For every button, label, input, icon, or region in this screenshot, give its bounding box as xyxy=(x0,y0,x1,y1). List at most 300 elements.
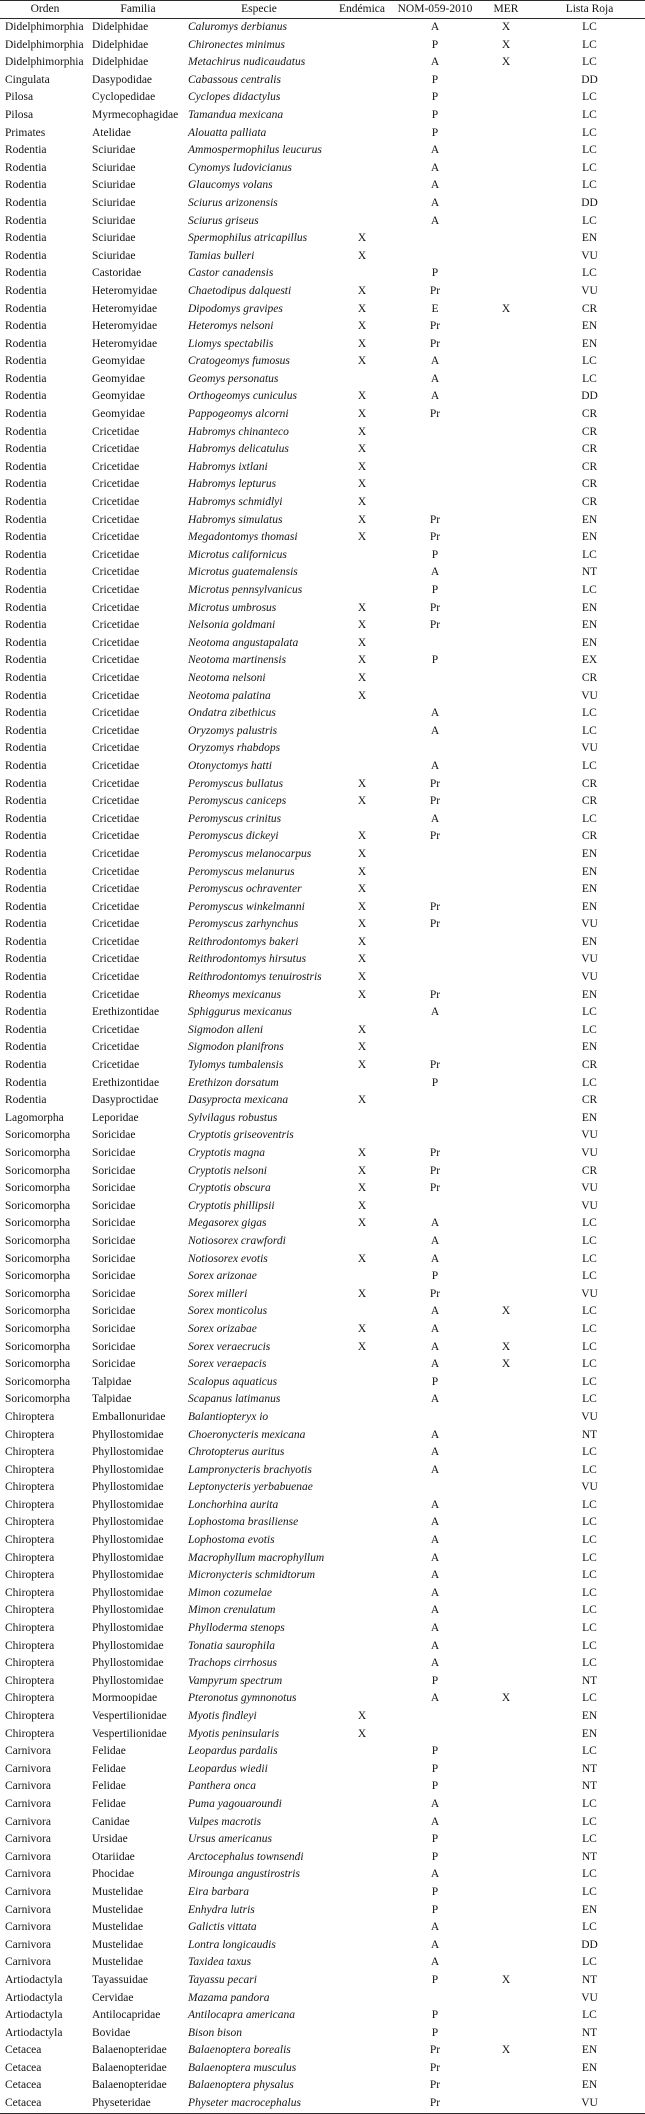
familia-cell: Heteromyidae xyxy=(92,337,158,350)
mer-cell xyxy=(478,1321,534,1339)
nom-059-2010-cell: A xyxy=(430,1428,440,1441)
orden-cell: Didelphimorphia xyxy=(5,56,84,69)
familia-cell: Cricetidae xyxy=(92,759,140,772)
mer-cell xyxy=(478,459,534,477)
orden-cell: Rodentia xyxy=(5,566,47,579)
endemica-cell xyxy=(332,1972,392,1990)
lista-roja-cell: LC xyxy=(582,355,597,368)
nom-059-2010-cell xyxy=(392,670,478,688)
orden-cell: Chiroptera xyxy=(5,1639,55,1652)
especie-cell: Megasorex gigas xyxy=(188,1217,267,1230)
lista-roja-cell: VU xyxy=(581,918,598,931)
nom-059-2010-cell: Pr xyxy=(429,1164,441,1177)
familia-cell: Talpidae xyxy=(92,1375,132,1388)
especie-cell: Cryptotis griseoventris xyxy=(188,1129,294,1142)
endemica-cell xyxy=(332,142,392,160)
endemica-cell xyxy=(332,54,392,72)
table-row xyxy=(0,529,645,547)
table-row xyxy=(0,213,645,231)
mer-cell xyxy=(478,1638,534,1656)
lista-roja-cell: NT xyxy=(581,2026,598,2039)
orden-cell: Rodentia xyxy=(5,1006,47,1019)
especie-cell: Trachops cirrhosus xyxy=(188,1657,277,1670)
endemica-cell: X xyxy=(357,654,367,667)
endemica-cell xyxy=(332,1655,392,1673)
endemica-cell: X xyxy=(357,900,367,913)
table-row xyxy=(0,1215,645,1233)
mer-cell xyxy=(478,1057,534,1075)
nom-059-2010-cell: Pr xyxy=(429,1287,441,1300)
endemica-cell: X xyxy=(357,830,367,843)
orden-cell: Rodentia xyxy=(5,408,47,421)
orden-cell: Rodentia xyxy=(5,161,47,174)
especie-cell: Dipodomys gravipes xyxy=(188,302,283,315)
endemica-cell xyxy=(332,125,392,143)
orden-cell: Cetacea xyxy=(5,2061,42,2074)
nom-059-2010-cell: P xyxy=(431,584,439,596)
orden-cell: Rodentia xyxy=(5,636,47,649)
especie-cell: Caluromys derbianus xyxy=(188,21,287,33)
lista-roja-cell: NT xyxy=(581,1762,598,1775)
table-row xyxy=(0,1110,645,1128)
orden-cell: Soricomorpha xyxy=(5,1129,71,1142)
endemica-cell: X xyxy=(357,531,367,544)
lista-roja-cell: CR xyxy=(581,408,598,421)
mer-cell xyxy=(478,1374,534,1392)
table-row xyxy=(0,195,645,213)
especie-cell: Liomys spectabilis xyxy=(188,337,274,350)
orden-cell: Rodentia xyxy=(5,196,47,209)
nom-059-2010-cell: P xyxy=(431,1885,439,1898)
especie-cell: Reithrodontomys bakeri xyxy=(188,935,299,948)
table-row xyxy=(0,142,645,160)
endemica-cell: X xyxy=(357,1041,367,1054)
orden-cell: Rodentia xyxy=(5,918,47,931)
mer-cell xyxy=(478,846,534,864)
familia-cell: Phyllostomidae xyxy=(92,1551,164,1564)
nom-059-2010-cell: A xyxy=(430,1797,440,1810)
nom-059-2010-cell: A xyxy=(430,1516,440,1529)
especie-cell: Vampyrum spectrum xyxy=(188,1674,283,1687)
orden-cell: Soricomorpha xyxy=(5,1217,71,1230)
especie-cell: Habromys simulatus xyxy=(188,513,283,526)
orden-cell: Rodentia xyxy=(5,671,47,684)
endemica-cell xyxy=(332,1919,392,1937)
familia-cell: Atelidae xyxy=(92,126,131,139)
mer-cell xyxy=(478,564,534,582)
endemica-cell xyxy=(332,177,392,195)
nom-059-2010-cell: A xyxy=(430,1340,440,1353)
endemica-cell: X xyxy=(357,1199,367,1212)
familia-cell: Geomyidae xyxy=(92,390,146,403)
especie-cell: Sigmodon planifrons xyxy=(188,1041,284,1054)
mer-cell xyxy=(478,1514,534,1532)
table-row xyxy=(0,2042,645,2060)
especie-cell: Notiosorex evotis xyxy=(188,1252,268,1265)
familia-cell: Geomyidae xyxy=(92,372,146,385)
familia-cell: Soricidae xyxy=(92,1340,136,1353)
orden-cell: Rodentia xyxy=(5,179,47,192)
especie-cell: Cabassous centralis xyxy=(188,73,281,86)
endemica-cell: X xyxy=(357,320,367,333)
endemica-cell: X xyxy=(357,601,367,614)
table-row xyxy=(0,564,645,582)
lista-roja-cell: LC xyxy=(582,1463,597,1476)
familia-cell: Dasypodidae xyxy=(92,73,153,86)
familia-cell: Cricetidae xyxy=(92,636,140,649)
orden-cell: Pilosa xyxy=(5,91,34,104)
table-row xyxy=(0,2060,645,2078)
familia-cell: Didelphidae xyxy=(92,21,149,33)
endemica-cell: X xyxy=(357,355,367,368)
mer-cell xyxy=(478,1409,534,1427)
nom-059-2010-cell: Pr xyxy=(429,918,441,931)
endemica-cell xyxy=(332,564,392,582)
familia-cell: Sciuridae xyxy=(92,161,136,174)
mer-cell xyxy=(478,1620,534,1638)
lista-roja-cell: LC xyxy=(582,144,597,157)
table-row xyxy=(0,652,645,670)
lista-roja-cell: VU xyxy=(581,1199,598,1212)
endemica-cell: X xyxy=(357,513,367,526)
nom-059-2010-cell: A xyxy=(430,759,440,772)
mer-cell xyxy=(478,2007,534,2025)
especie-cell: Lophostoma evotis xyxy=(188,1534,275,1547)
endemica-cell xyxy=(332,371,392,389)
especie-cell: Bison bison xyxy=(188,2026,242,2039)
endemica-cell xyxy=(332,1356,392,1374)
endemica-cell xyxy=(332,265,392,283)
nom-059-2010-cell: Pr xyxy=(429,830,441,843)
table-row xyxy=(0,617,645,635)
familia-cell: Cricetidae xyxy=(92,513,140,526)
lista-roja-cell: LC xyxy=(582,91,597,104)
nom-059-2010-cell: P xyxy=(431,91,439,104)
table-row xyxy=(0,1796,645,1814)
table-row xyxy=(0,371,645,389)
lista-roja-cell: NT xyxy=(581,1428,598,1441)
mer-cell xyxy=(478,652,534,670)
especie-cell: Balantiopteryx io xyxy=(188,1410,269,1423)
familia-cell: Phyllostomidae xyxy=(92,1516,164,1529)
familia-cell: Cricetidae xyxy=(92,619,140,632)
orden-cell: Rodentia xyxy=(5,883,47,896)
orden-cell: Cetacea xyxy=(5,2044,42,2057)
mer-cell: X xyxy=(501,1692,511,1705)
orden-cell: Soricomorpha xyxy=(5,1340,71,1353)
nom-059-2010-cell xyxy=(392,846,478,864)
orden-cell: Rodentia xyxy=(5,584,47,596)
nom-059-2010-cell: A xyxy=(430,1639,440,1652)
familia-cell: Soricidae xyxy=(92,1199,136,1212)
lista-roja-cell: CR xyxy=(581,443,598,456)
especie-cell: Metachirus nudicaudatus xyxy=(188,56,306,69)
table-row xyxy=(0,459,645,477)
endemica-cell: X xyxy=(357,1059,367,1072)
lista-roja-cell: LC xyxy=(582,1868,597,1881)
familia-cell: Cricetidae xyxy=(92,812,140,825)
table-row xyxy=(0,1127,645,1145)
table-row xyxy=(0,582,645,600)
nom-059-2010-cell: Pr xyxy=(429,601,441,614)
especie-cell: Tamandua mexicana xyxy=(188,108,284,121)
nom-059-2010-cell: P xyxy=(431,73,439,86)
endemica-cell xyxy=(332,37,392,55)
familia-cell: Soricidae xyxy=(92,1358,136,1371)
lista-roja-cell: DD xyxy=(581,196,598,209)
column-header-orden: Orden xyxy=(0,1,90,19)
orden-cell: Chiroptera xyxy=(5,1516,55,1529)
table-row xyxy=(0,1726,645,1744)
especie-cell: Oryzomys palustris xyxy=(188,724,278,737)
table-row xyxy=(0,1233,645,1251)
familia-cell: Mustelidae xyxy=(92,1938,144,1951)
table-row xyxy=(0,37,645,55)
lista-roja-cell: CR xyxy=(581,496,598,509)
mer-cell xyxy=(478,529,534,547)
especie-cell: Dasyprocta mexicana xyxy=(188,1094,289,1107)
mer-cell xyxy=(478,1778,534,1796)
endemica-cell xyxy=(332,1233,392,1251)
especie-cell: Erethizon dorsatum xyxy=(188,1076,279,1089)
especie-cell: Mimon crenulatum xyxy=(188,1604,276,1617)
lista-roja-cell: LC xyxy=(582,108,597,121)
especie-cell: Pteronotus gymnonotus xyxy=(188,1692,297,1705)
mer-cell xyxy=(478,1427,534,1445)
nom-059-2010-cell xyxy=(392,248,478,266)
especie-cell: Puma yagouaroundi xyxy=(188,1797,282,1810)
nom-059-2010-cell xyxy=(392,1409,478,1427)
mer-cell xyxy=(478,1145,534,1163)
lista-roja-cell: CR xyxy=(581,425,598,438)
familia-cell: Geomyidae xyxy=(92,355,146,368)
mer-cell xyxy=(478,142,534,160)
endemica-cell xyxy=(332,1268,392,1286)
mer-cell xyxy=(478,1655,534,1673)
mer-cell xyxy=(478,1567,534,1585)
table-row xyxy=(0,494,645,512)
mer-cell xyxy=(478,1990,534,2008)
table-row xyxy=(0,969,645,987)
familia-cell: Vespertilionidae xyxy=(92,1710,167,1722)
especie-cell: Peromyscus caniceps xyxy=(188,795,287,808)
table-row xyxy=(0,1391,645,1409)
mer-cell xyxy=(478,1268,534,1286)
familia-cell: Cricetidae xyxy=(92,777,140,790)
table-row xyxy=(0,1497,645,1515)
nom-059-2010-cell: A xyxy=(430,21,440,33)
especie-cell: Choeronycteris mexicana xyxy=(188,1428,306,1441)
table-row xyxy=(0,600,645,618)
orden-cell: Rodentia xyxy=(5,1041,47,1054)
especie-cell: Sylvilagus robustus xyxy=(188,1111,278,1124)
orden-cell: Carnivora xyxy=(5,1938,51,1951)
orden-cell: Soricomorpha xyxy=(5,1199,71,1212)
mer-cell xyxy=(478,1743,534,1761)
orden-cell: Artiodactyla xyxy=(5,2026,63,2039)
familia-cell: Cricetidae xyxy=(92,847,140,860)
table-row xyxy=(0,723,645,741)
lista-roja-cell: LC xyxy=(582,1692,597,1705)
especie-cell: Enhydra lutris xyxy=(188,1903,255,1916)
table-row xyxy=(0,424,645,442)
mer-cell xyxy=(478,1866,534,1884)
nom-059-2010-cell xyxy=(392,635,478,653)
mer-cell xyxy=(478,2025,534,2043)
endemica-cell: X xyxy=(357,1182,367,1195)
orden-cell: Carnivora xyxy=(5,1815,51,1828)
table-row xyxy=(0,1180,645,1198)
mer-cell xyxy=(478,1673,534,1691)
nom-059-2010-cell: A xyxy=(430,1534,440,1547)
lista-roja-cell: EN xyxy=(581,601,598,614)
nom-059-2010-cell: Pr xyxy=(429,1182,441,1195)
table-row xyxy=(0,1409,645,1427)
column-header-familia: Familia xyxy=(90,1,186,19)
nom-059-2010-cell: P xyxy=(431,1375,439,1388)
especie-cell: Chrotopterus auritus xyxy=(188,1446,285,1459)
lista-roja-cell: VU xyxy=(581,284,598,297)
orden-cell: Carnivora xyxy=(5,1921,51,1934)
lista-roja-cell: VU xyxy=(581,1147,598,1159)
lista-roja-cell: VU xyxy=(581,1182,598,1195)
orden-cell: Rodentia xyxy=(5,355,47,368)
lista-roja-cell: CR xyxy=(581,777,598,790)
table-row xyxy=(0,899,645,917)
orden-cell: Chiroptera xyxy=(5,1410,55,1423)
nom-059-2010-cell: A xyxy=(430,1868,440,1881)
mer-cell xyxy=(478,934,534,952)
especie-cell: Scapanus latimanus xyxy=(188,1393,281,1406)
table-row xyxy=(0,828,645,846)
nom-059-2010-cell: A xyxy=(430,56,440,69)
orden-cell: Rodentia xyxy=(5,513,47,526)
nom-059-2010-cell: P xyxy=(431,38,439,51)
especie-cell: Balaenoptera borealis xyxy=(188,2044,291,2057)
mer-cell xyxy=(478,1532,534,1550)
table-row xyxy=(0,1303,645,1321)
endemica-cell: X xyxy=(357,689,367,702)
endemica-cell xyxy=(332,2007,392,2025)
familia-cell: Myrmecophagidae xyxy=(92,108,179,121)
orden-cell: Chiroptera xyxy=(5,1657,55,1670)
nom-059-2010-cell: P xyxy=(431,2009,439,2022)
orden-cell: Soricomorpha xyxy=(5,1287,71,1300)
nom-059-2010-cell xyxy=(392,934,478,952)
table-row xyxy=(0,1655,645,1673)
table-row xyxy=(0,1004,645,1022)
table-row xyxy=(0,2077,645,2095)
orden-cell: Pilosa xyxy=(5,108,34,121)
familia-cell: Bovidae xyxy=(92,2026,131,2039)
familia-cell: Cricetidae xyxy=(92,566,140,579)
orden-cell: Rodentia xyxy=(5,302,47,315)
nom-059-2010-cell: A xyxy=(430,1463,440,1476)
lista-roja-cell: LC xyxy=(582,1551,597,1564)
nom-059-2010-cell xyxy=(392,230,478,248)
mer-cell xyxy=(478,1127,534,1145)
orden-cell: Rodentia xyxy=(5,531,47,544)
especie-cell: Tylomys tumbalensis xyxy=(188,1059,284,1072)
nom-059-2010-cell: P xyxy=(431,1076,439,1089)
especie-cell: Lonchorhina aurita xyxy=(188,1498,279,1511)
endemica-cell xyxy=(332,1866,392,1884)
lista-roja-cell: VU xyxy=(581,2097,598,2110)
especie-cell: Taxidea taxus xyxy=(188,1956,252,1969)
orden-cell: Artiodactyla xyxy=(5,1991,63,2004)
orden-cell: Soricomorpha xyxy=(5,1270,71,1283)
lista-roja-cell: CR xyxy=(581,1059,598,1072)
familia-cell: Soricidae xyxy=(92,1147,136,1159)
endemica-cell xyxy=(332,705,392,723)
nom-059-2010-cell: A xyxy=(430,1446,440,1459)
table-row xyxy=(0,635,645,653)
mer-cell xyxy=(478,811,534,829)
mer-cell xyxy=(478,2077,534,2095)
table-row xyxy=(0,1092,645,1110)
orden-cell: Rodentia xyxy=(5,971,47,984)
orden-cell: Primates xyxy=(5,126,46,139)
lista-roja-cell: LC xyxy=(582,1534,597,1547)
endemica-cell: X xyxy=(357,865,367,878)
lista-roja-cell: CR xyxy=(581,830,598,843)
mer-cell xyxy=(478,1004,534,1022)
familia-cell: Cervidae xyxy=(92,1991,134,2004)
lista-roja-cell: LC xyxy=(582,1076,597,1089)
endemica-cell: X xyxy=(357,249,367,262)
lista-roja-cell: EN xyxy=(581,847,598,860)
endemica-cell xyxy=(332,1796,392,1814)
orden-cell: Rodentia xyxy=(5,900,47,913)
orden-cell: Rodentia xyxy=(5,337,47,350)
table-row xyxy=(0,160,645,178)
table-row xyxy=(0,283,645,301)
mer-cell xyxy=(478,758,534,776)
lista-roja-cell: LC xyxy=(582,1921,597,1934)
especie-cell: Neotoma palatina xyxy=(188,689,271,702)
familia-cell: Sciuridae xyxy=(92,249,136,262)
orden-cell: Carnivora xyxy=(5,1833,51,1846)
especie-cell: Cryptotis phillipsii xyxy=(188,1199,275,1212)
especie-cell: Oryzomys rhabdops xyxy=(188,742,281,755)
orden-cell: Cingulata xyxy=(5,73,50,86)
mer-cell xyxy=(478,1814,534,1832)
orden-cell: Chiroptera xyxy=(5,1569,55,1582)
endemica-cell xyxy=(332,740,392,758)
lista-roja-cell: NT xyxy=(581,1973,598,1986)
table-row xyxy=(0,1990,645,2008)
table-row xyxy=(0,1039,645,1057)
mer-cell xyxy=(478,1180,534,1198)
lista-roja-cell: EN xyxy=(581,320,598,333)
lista-roja-cell: DD xyxy=(581,1938,598,1951)
endemica-cell xyxy=(332,582,392,600)
nom-059-2010-cell: A xyxy=(430,1234,440,1247)
table-row xyxy=(0,1356,645,1374)
familia-cell: Balaenopteridae xyxy=(92,2079,167,2092)
orden-cell: Didelphimorphia xyxy=(5,38,84,51)
familia-cell: Phyllostomidae xyxy=(92,1463,164,1476)
especie-cell: Mazama pandora xyxy=(188,1991,270,2004)
especie-cell: Leptonycteris yerbabuenae xyxy=(188,1481,313,1494)
table-row xyxy=(0,177,645,195)
especie-cell: Myotis findleyi xyxy=(188,1710,257,1722)
endemica-cell xyxy=(332,2095,392,2113)
table-row xyxy=(0,811,645,829)
endemica-cell: X xyxy=(357,883,367,896)
especie-cell: Lampronycteris brachyotis xyxy=(188,1463,312,1476)
familia-cell: Heteromyidae xyxy=(92,302,158,315)
